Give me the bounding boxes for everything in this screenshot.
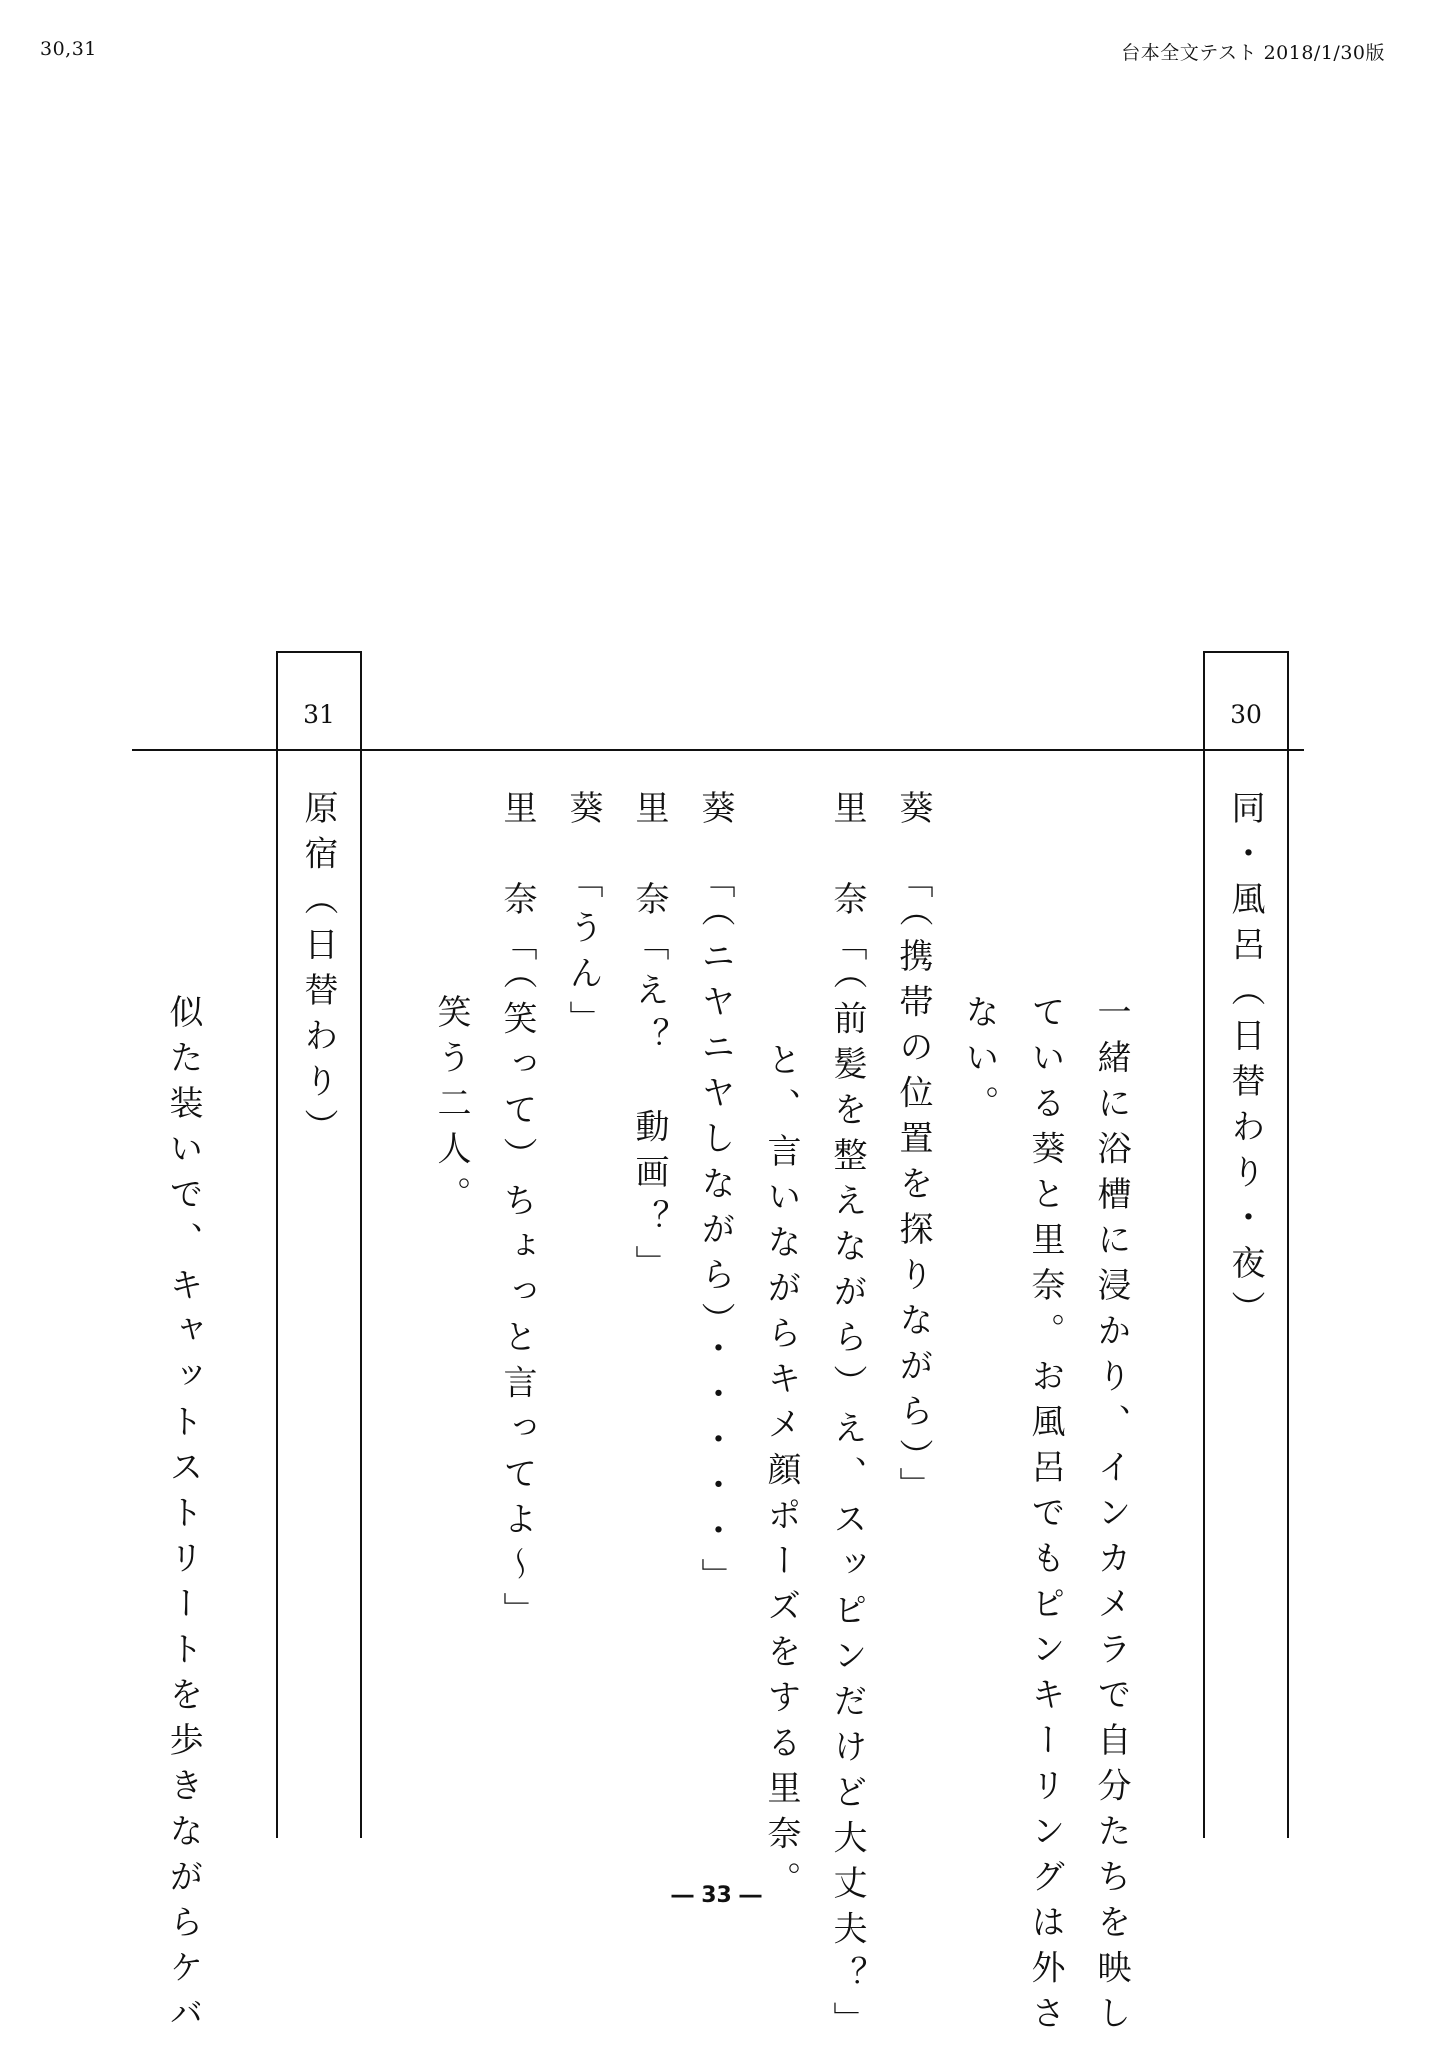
scene30-box-right <box>1287 651 1289 1838</box>
horizontal-rule <box>132 749 1304 751</box>
scene30-box-top <box>1203 651 1289 653</box>
document-title-header: 台本全文テスト 2018/1/30版 <box>1121 42 1385 64</box>
scene31-box-left <box>276 651 278 1838</box>
action-line: と、言いながらキメ顔ポーズをする里奈。 <box>761 1042 801 1907</box>
action-line: 似た装いで、キャットストリートを歩きながらケバ <box>163 994 203 2041</box>
action-line: 笑う二人。 <box>431 994 471 1222</box>
scene31-box-top <box>276 651 362 653</box>
dialogue-line: 葵 「（携帯の位置を探りながら）」 <box>893 790 933 1513</box>
dialogue-line: 里 奈「え？ 動画？」 <box>629 790 669 1291</box>
dialogue-line: 里 奈「（笑って）ちょっと言ってよ〜」 <box>497 790 537 1638</box>
dialogue-line: 葵 「（ニヤニヤしながら）・・・・・」 <box>695 790 735 1604</box>
scene-number-30: 30 <box>1230 700 1262 729</box>
dialogue-line: 里 奈「（前髪を整えながら）え、スッピンだけど大丈夫？」 <box>827 790 867 2047</box>
dialogue-line: 葵 「うん」 <box>563 790 603 1046</box>
scene30-box-left <box>1203 651 1205 1838</box>
scene-number-31: 31 <box>303 700 335 729</box>
scene-30-heading: 同・風呂（日替わり・夜） <box>1225 790 1265 1336</box>
action-line: ない。 <box>959 994 999 1131</box>
scene-range-header: 30,31 <box>40 38 97 60</box>
scene-31-heading: 原宿（日替わり） <box>298 790 338 1154</box>
scene31-box-right <box>360 651 362 1838</box>
page-number: ― 33 ― <box>671 1883 762 1908</box>
action-line: ている葵と里奈。お風呂でもピンキーリングは外さ <box>1025 994 1065 2041</box>
action-line: 一緒に浴槽に浸かり、インカメラで自分たちを映し <box>1091 994 1131 2041</box>
